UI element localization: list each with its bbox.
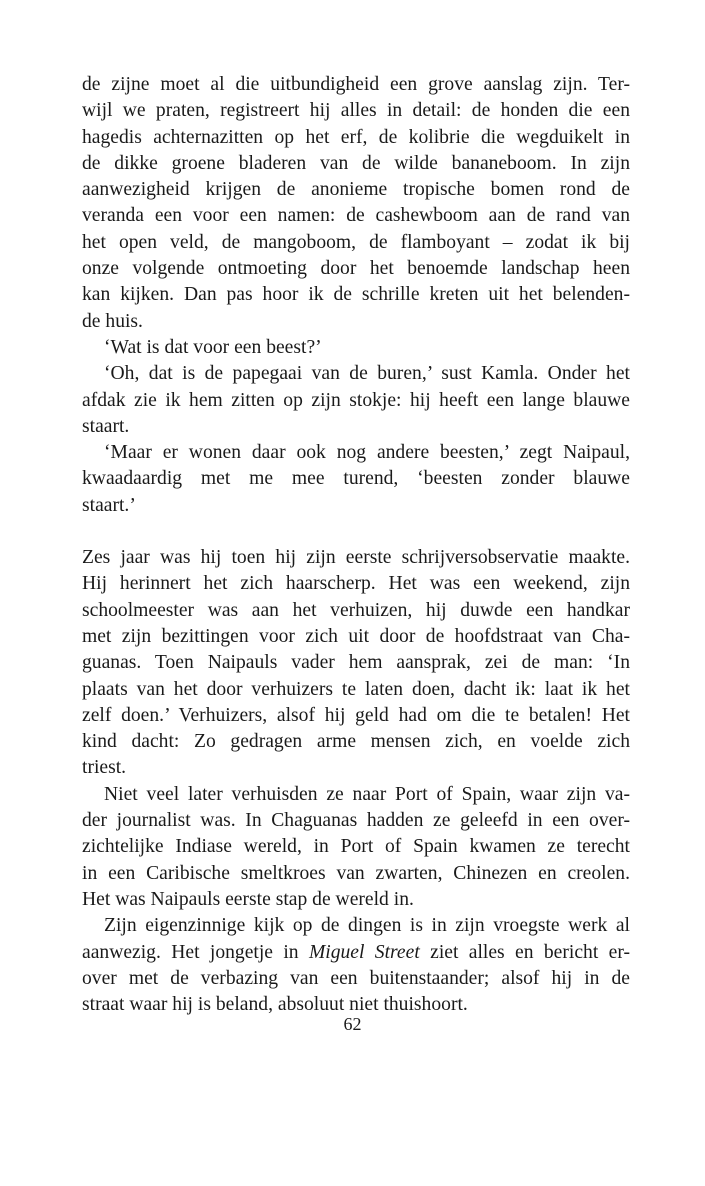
text-line: plaats van het door verhuizers te laten doen, dacht ik: laat ik het bbox=[82, 678, 630, 700]
text-line: straat waar hij is beland, absoluut niet thuishoort. bbox=[82, 994, 468, 1016]
paragraph bbox=[82, 335, 630, 361]
paragraph bbox=[82, 782, 630, 913]
text-line: het open veld, de mangoboom, de flamboyant – zodat ik bij bbox=[82, 231, 630, 253]
text-line: aanwezig. Het jongetje in Miguel Street ziet alles en bericht er- bbox=[82, 941, 630, 963]
text-line: in een Caribische smeltkroes van zwarten, Chinezen en creolen. bbox=[82, 862, 630, 884]
text-line: kwaadaardig met me mee turend, ‘beesten zonder blauwe bbox=[82, 468, 630, 490]
text-line: zelf doen.’ Verhuizers, alsof hij geld had om die te betalen! Het bbox=[82, 704, 630, 726]
text-line: staart. bbox=[82, 415, 130, 437]
text-line: onze volgende ontmoeting door het benoemde landschap heen bbox=[82, 258, 630, 280]
text-line: schoolmeester was aan het verhuizen, hij duwde een handkar bbox=[82, 599, 630, 621]
text-line: Hij herinnert het zich haarscherp. Het was een weekend, zijn bbox=[82, 573, 630, 595]
text-line: ‘Oh, dat is de papegaai van de buren,’ sust Kamla. Onder het bbox=[104, 363, 630, 385]
text-line: aanwezigheid krijgen de anonieme tropische bomen rond de bbox=[82, 179, 630, 201]
text-line: wijl we praten, registreert hij alles in detail: de honden die een bbox=[82, 100, 630, 122]
section-break bbox=[82, 519, 630, 545]
text-line: kan kijken. Dan pas hoor ik de schrille kreten uit het belenden- bbox=[82, 284, 630, 306]
italic-title: Miguel Street bbox=[308, 941, 420, 963]
text-line: guanas. Toen Naipauls vader hem aansprak, zei de man: ‘In bbox=[82, 652, 630, 674]
text-line: veranda een voor een namen: de cashewboom aan de rand van bbox=[82, 205, 630, 227]
page-number: 62 bbox=[343, 1014, 362, 1034]
text-line: Zes jaar was hij toen hij zijn eerste schrijversobservatie maakte. bbox=[82, 547, 630, 569]
paragraph bbox=[82, 913, 630, 1018]
text-line: de huis. bbox=[82, 310, 143, 332]
text-line: de zijne moet al die uitbundigheid een grove aanslag zijn. Ter- bbox=[82, 74, 630, 95]
text-line: kind dacht: Zo gedragen arme mensen zich, en voelde zich bbox=[82, 731, 630, 753]
paragraph bbox=[82, 72, 630, 335]
text-line: afdak zie ik hem zitten op zijn stokje: hij heeft een lange blauwe bbox=[82, 389, 630, 411]
text-line: ‘Maar er wonen daar ook nog andere beesten,’ zegt Naipaul, bbox=[104, 442, 630, 464]
page-body bbox=[82, 72, 630, 1018]
text-line: over met de verbazing van een buitenstaander; alsof hij in de bbox=[82, 967, 630, 989]
text-line: Niet veel later verhuisden ze naar Port of Spain, waar zijn va- bbox=[104, 783, 630, 805]
text-line: de dikke groene bladeren van de wilde bananeboom. In zijn bbox=[82, 152, 630, 174]
paragraph bbox=[82, 440, 630, 519]
text-line: hagedis achternazitten op het erf, de kolibrie die wegduikelt in bbox=[82, 126, 630, 148]
text-line: Zijn eigenzinnige kijk op de dingen is in zijn vroegste werk al bbox=[104, 915, 630, 937]
text-line: ‘Wat is dat voor een beest?’ bbox=[104, 336, 322, 358]
text-line: der journalist was. In Chaguanas hadden ze geleefd in een over- bbox=[82, 810, 630, 832]
paragraph bbox=[82, 545, 630, 782]
text-line: staart.’ bbox=[82, 494, 136, 516]
text-line: met zijn bezittingen voor zich uit door de hoofdstraat van Cha- bbox=[82, 625, 630, 647]
paragraph bbox=[82, 361, 630, 440]
text-line: zichtelijke Indiase wereld, in Port of Spain kwamen ze terecht bbox=[82, 836, 630, 858]
text-line: Het was Naipauls eerste stap de wereld in. bbox=[82, 888, 414, 910]
text-line: triest. bbox=[82, 757, 127, 779]
